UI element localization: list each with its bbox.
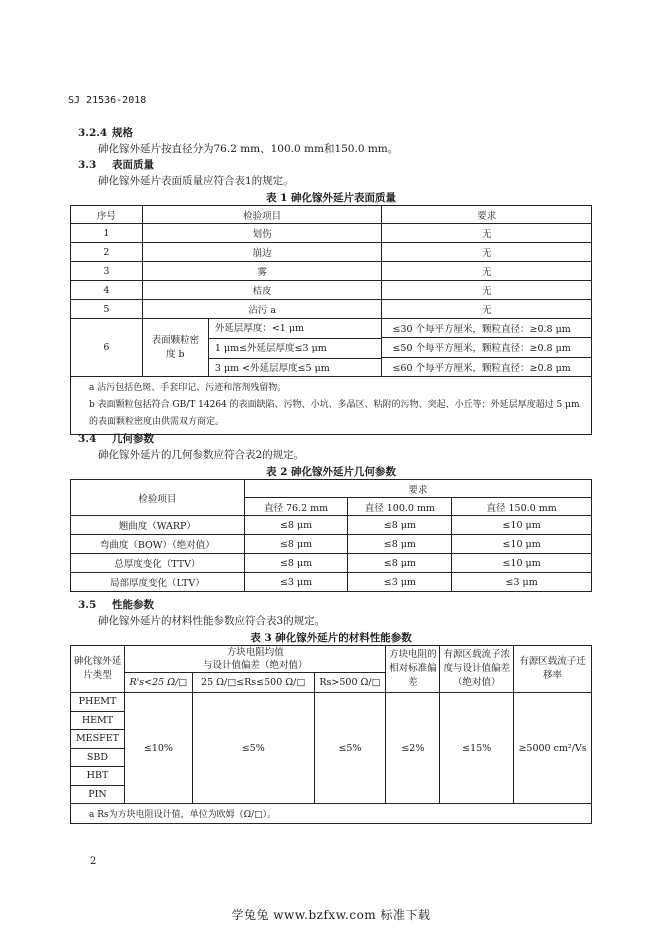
table2: 检验项目 要求 直径 76.2 mm 直径 100.0 mm 直径 150.0 mm 翘曲度（WARP） ≤8 μm ≤8 μm ≤10 μm 弯曲度（BOW）（绝对值） ≤8 μm ≤8 μm ≤10 μm 总厚度变化（TTV） ≤8 μm ≤8 μm ≤10 μm 局部厚度变化（LTV） ≤3 μm ≤3 μm ≤3 μm [70,479,592,592]
watermark: 学兔兔 www.bzfxw.com 标准下载 [231,908,431,922]
table-row: PHEMT ≤10% ≤5% ≤5% ≤2% ≤15% ≥5000 cm²/Vs [71,693,592,712]
section-3-3: 3.3 表面质量 [78,159,154,171]
section-3-4: 3.4 几何参数 [78,433,154,445]
table1-header: 要求 [382,206,592,224]
section-3-2-4-text: 砷化镓外延片按直径分为76.2 mm、100.0 mm和150.0 mm。 [98,143,399,155]
table-row: 局部厚度变化（LTV） ≤3 μm ≤3 μm ≤3 μm [71,573,592,592]
table-row: 总厚度变化（TTV） ≤8 μm ≤8 μm ≤10 μm [71,554,592,573]
table-row: 5 沾污 a 无 [71,300,592,319]
table-row: 翘曲度（WARP） ≤8 μm ≤8 μm ≤10 μm [71,516,592,535]
table-row: 3 雾 无 [71,262,592,281]
surface-particle-label: 表面颗粒密度 b [143,319,209,376]
table-row: 4 桔皮 无 [71,281,592,300]
table-row: 6 表面颗粒密度 b 外延层厚度：<1 μm 1 μm≤外延层厚度≤3 μm 3 μm <外延层厚度≤5 μm ≤30 个每平方厘米，颗粒直径：≥0.8 μm [71,319,592,338]
table-row: PIN [71,785,592,804]
section-3-2-4: 3.2.4 规格 [78,127,133,139]
table-row: 1 划伤 无 [71,224,592,243]
table3: 砷化镓外延片类型 方块电阻均值 与设计值偏差（绝对值） 方块电阻的相对标准偏差 有源区载流子浓度与设计值偏差（绝对值） 有源区载流子迁移率 R's<25 Ω/□ 25 Ω/□≤Rs≤500 Ω/□ Rs>500 Ω/□ PHEMT ≤10% ≤5% ≤5% ≤2% ≤15% ≥5000 cm²/Vs HEMT MESFET SBD HBT PIN a Rs为方块电阻设计值，单位为欧姆（Ω/□）。 [70,645,592,824]
table-row: SBD [71,748,592,767]
table-row: 弯曲度（BOW）（绝对值） ≤8 μm ≤8 μm ≤10 μm [71,535,592,554]
section-3-5: 3.5 性能参数 [78,599,154,611]
table-row: HBT [71,767,592,786]
table1-header: 序号 [71,206,143,224]
section-3-5-text: 砷化镓外延片的材料性能参数应符合表3的规定。 [98,615,326,627]
table3-note: a Rs为方块电阻设计值，单位为欧姆（Ω/□）。 [71,804,592,824]
table-row: HEMT [71,711,592,730]
table1-header: 检验项目 [142,206,382,224]
table2-caption: 表 2 砷化镓外延片几何参数 [265,466,397,478]
section-3-3-text: 砷化镓外延片表面质量应符合表1的规定。 [98,175,294,187]
table1: 序号 检验项目 要求 1 划伤 无 2 崩边 无 3 雾 无 4 桔皮 无 5 沾污 a 无 6 表面颗粒密度 b 外延层厚度：<1 μm 1 μm≤外延层厚度≤3 μm 3 μm <外延层厚度≤5 μm ≤30 个每平方厘米，颗粒直径：≥0.8 μm ≤50 个每平方厘米，颗粒直径：≥0.8 μm ≤60 个每平方厘米，颗粒直径：≥0.8 μm a 沾污包括色斑、手套印记、污迹和溶剂残留物。 b 表面颗粒包括符合 GB/T 14264 的表面缺陷、污物、小坑、多晶区、粘附的污物、突起、小丘等；外延层厚度超过 5 μm 的表面颗粒密度由供需双方商定。 [70,205,592,435]
table1-notes: a 沾污包括色斑、手套印记、污迹和溶剂残留物。 b 表面颗粒包括符合 GB/T 14264 的表面缺陷、污物、小坑、多晶区、粘附的污物、突起、小丘等；外延层厚度超过 5 μm 的表面颗粒密度由供需双方商定。 [71,377,592,435]
table1-caption: 表 1 砷化镓外延片表面质量 [265,192,397,204]
table3-caption: 表 3 砷化镓外延片的材料性能参数 [250,632,412,644]
table-row: MESFET [71,730,592,749]
table-row: 2 崩边 无 [71,243,592,262]
section-3-4-text: 砷化镓外延片的几何参数应符合表2的规定。 [98,449,305,461]
doc-header: SJ 21536-2018 [68,95,147,106]
page-number: 2 [90,856,97,867]
